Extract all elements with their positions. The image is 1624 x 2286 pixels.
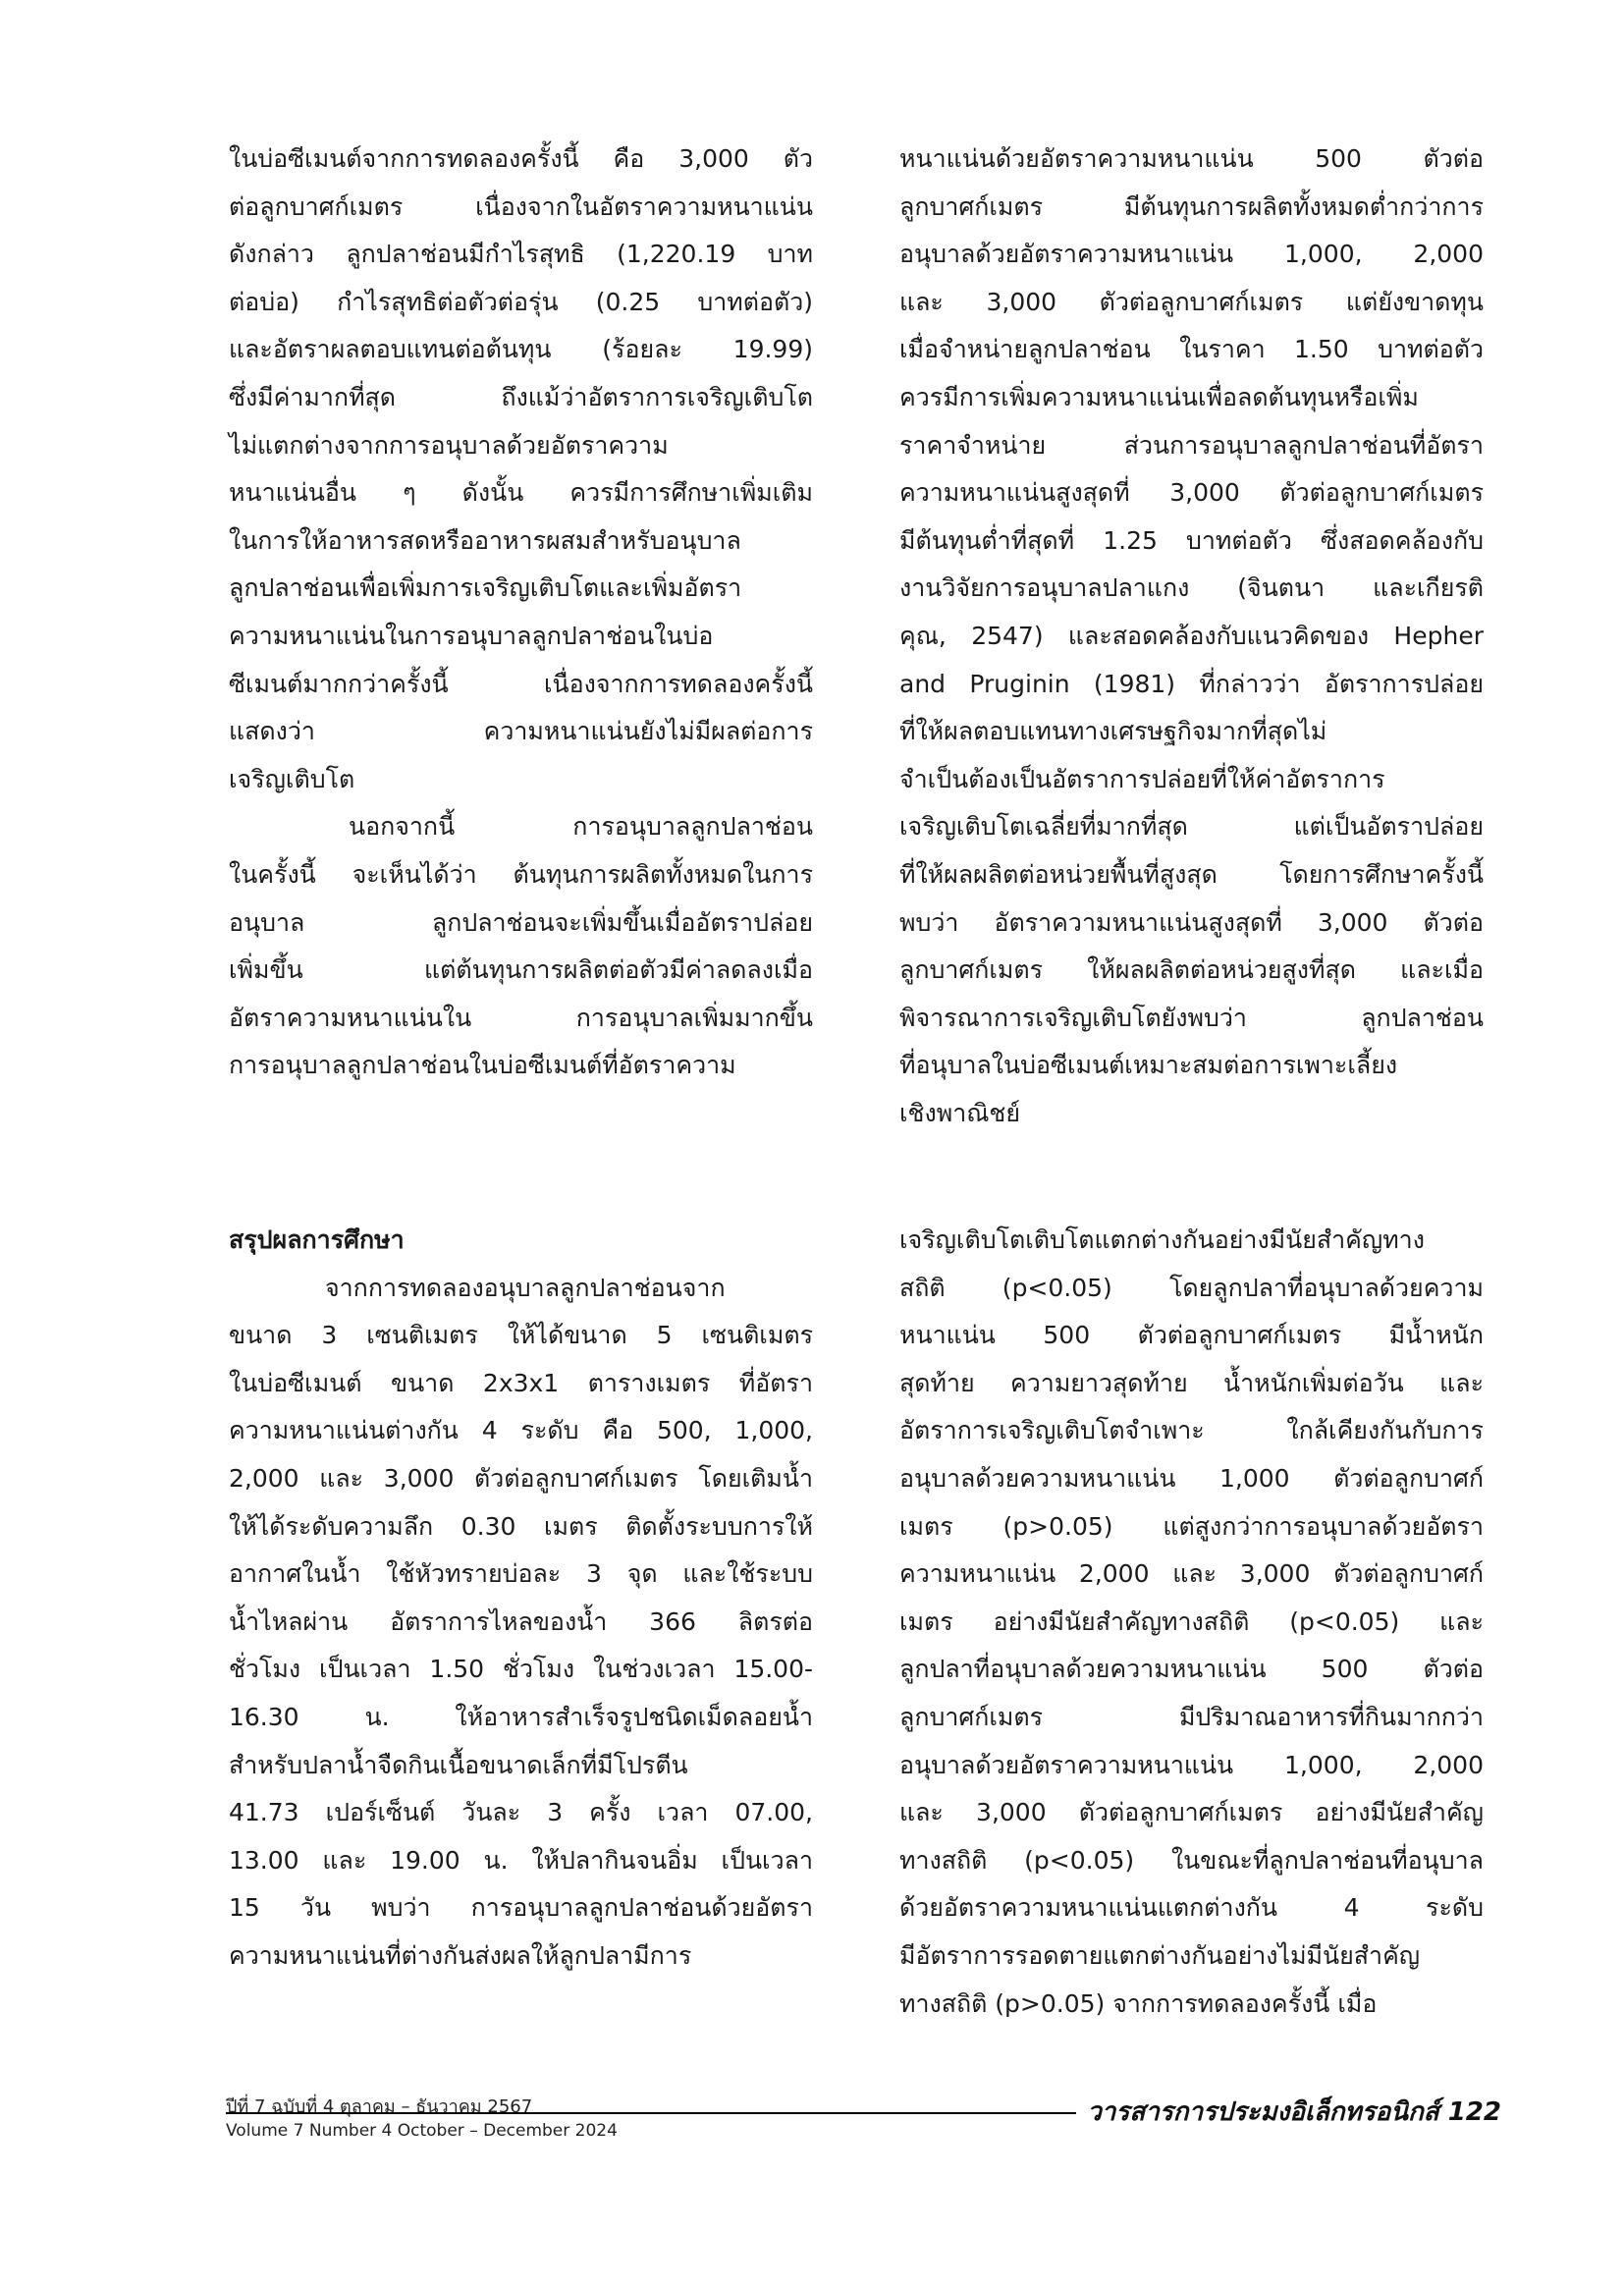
text-line: อัตราการเจริญเติบโตจำเพาะ ใกล้เคียงกันกับการ bbox=[899, 1416, 1484, 1445]
footer-journal bbox=[1087, 2092, 1501, 2132]
text-line: ที่ให้ผลตอบแทนทางเศรษฐกิจมากที่สุดไม่ bbox=[899, 717, 1327, 746]
text-line: ในบ่อซีเมนต์ ขนาด 2x3x1 ตารางเมตร ที่อัตรา bbox=[229, 1368, 813, 1397]
text-line: พิจารณาการเจริญเติบโตยังพบว่า ลูกปลาช่อน bbox=[899, 1003, 1484, 1032]
text-line: นอกจากนี้ การอนุบาลลูกปลาช่อน bbox=[349, 812, 813, 842]
text-line: หนาแน่นด้วยอัตราความหนาแน่น 500 ตัวต่อ bbox=[899, 144, 1484, 173]
text-line: ขนาด 3 เซนติเมตร ให้ได้ขนาด 5 เซนติเมตร bbox=[229, 1321, 813, 1350]
column-bottom-right bbox=[899, 1217, 1484, 2028]
text-line: อนุบาลด้วยอัตราความหนาแน่น 1,000, 2,000 bbox=[899, 240, 1484, 269]
text-line: ต่อบ่อ) กำไรสุทธิต่อตัวต่อรุ่น (0.25 บาทต่อตัว) bbox=[229, 287, 813, 316]
text-line: แสดงว่า ความหนาแน่นยังไม่มีผลต่อการ bbox=[229, 717, 813, 746]
footer-journal-name: วารสารการประมงอิเล็กทรอนิกส์ bbox=[1087, 2097, 1439, 2127]
column-top-right bbox=[899, 136, 1484, 1137]
text-line: และ 3,000 ตัวต่อลูกบาศก์เมตร แต่ยังขาดทุน bbox=[899, 287, 1484, 316]
text-line: เมตร (p>0.05) แต่สูงกว่าการอนุบาลด้วยอัตรา bbox=[899, 1511, 1484, 1541]
text-line: เชิงพาณิชย์ bbox=[899, 1098, 1021, 1127]
footer-issue-english: Volume 7 Number 4 October – December 2024 bbox=[226, 2121, 618, 2141]
text-line: ในการให้อาหารสดหรืออาหารผสมสำหรับอนุบาล bbox=[229, 525, 741, 555]
text-line: มีต้นทุนต่ำที่สุดที่ 1.25 บาทต่อตัว ซึ่งสอดคล้องกับ bbox=[899, 525, 1484, 555]
text-line: อัตราความหนาแน่นใน การอนุบาลเพิ่มมากขึ้น bbox=[229, 1003, 813, 1032]
text-line: เจริญเติบโตเติบโตแตกต่างกันอย่างมีนัยสำคัญทาง bbox=[899, 1225, 1425, 1254]
text-line: เจริญเติบโต bbox=[229, 764, 355, 793]
text-line: อนุบาลด้วยความหนาแน่น 1,000 ตัวต่อลูกบาศก์ bbox=[899, 1463, 1484, 1493]
text-line: หนาแน่นอื่น ๆ ดังนั้น ควรมีการศึกษาเพิ่มเติม bbox=[229, 478, 813, 508]
text-line: ความหนาแน่น 2,000 และ 3,000 ตัวต่อลูกบาศก์ bbox=[899, 1559, 1484, 1589]
text-line: ด้วยอัตราความหนาแน่นแตกต่างกัน 4 ระดับ bbox=[899, 1893, 1484, 1923]
text-line: น้ำไหลผ่าน อัตราการไหลของน้ำ 366 ลิตรต่อ bbox=[229, 1606, 813, 1636]
text-line: ในบ่อซีเมนต์จากการทดลองครั้งนี้ คือ 3,000 ตัว bbox=[229, 144, 813, 173]
text-line: ซึ่งมีค่ามากที่สุด ถึงแม้ว่าอัตราการเจริญเติบโต bbox=[229, 382, 813, 411]
text-line: สุดท้าย ความยาวสุดท้าย น้ำหนักเพิ่มต่อวัน และ bbox=[899, 1368, 1484, 1397]
text-line: สำหรับปลาน้ำจืดกินเนื้อขนาดเล็กที่มีโปรตีน bbox=[229, 1750, 688, 1779]
footer-issue-thai: ปีที่ 7 ฉบับที่ 4 ตุลาคม – ธันวาคม 2567 bbox=[226, 2096, 533, 2117]
text-line: อากาศในน้ำ ใช้หัวทรายบ่อละ 3 จุด และใช้ระบบ bbox=[229, 1559, 813, 1589]
text-line: 16.30 น. ให้อาหารสำเร็จรูปชนิดเม็ดลอยน้ำ bbox=[229, 1702, 813, 1731]
text-line: ควรมีการเพิ่มความหนาแน่นเพื่อลดต้นทุนหรือเพิ่ม bbox=[899, 382, 1419, 411]
text-line: และอัตราผลตอบแทนต่อต้นทุน (ร้อยละ 19.99) bbox=[229, 335, 813, 364]
text-line: หนาแน่น 500 ตัวต่อลูกบาศก์เมตร มีน้ำหนัก bbox=[899, 1321, 1484, 1350]
text-line: ลูกปลาที่อนุบาลด้วยความหนาแน่น 500 ตัวต่อ bbox=[899, 1655, 1484, 1684]
text-line: ความหนาแน่นต่างกัน 4 ระดับ คือ 500, 1,000, bbox=[229, 1416, 813, 1445]
text-line: งานวิจัยการอนุบาลปลาแกง (จินตนา และเกียรติ bbox=[899, 573, 1484, 603]
text-line: คุณ, 2547) และสอดคล้องกับแนวคิดของ Hepher bbox=[899, 621, 1484, 650]
text-line: ดังกล่าว ลูกปลาช่อนมีกำไรสุทธิ (1,220.19 บาท bbox=[229, 240, 813, 269]
text-line: ไม่แตกต่างจากการอนุบาลด้วยอัตราความ bbox=[229, 430, 669, 460]
text-line: ความหนาแน่นในการอนุบาลลูกปลาช่อนในบ่อ bbox=[229, 621, 714, 650]
footer-divider bbox=[226, 2112, 1076, 2114]
text-line: จำเป็นต้องเป็นอัตราการปล่อยที่ให้ค่าอัตราการ bbox=[899, 764, 1385, 793]
text-line: อนุบาลด้วยอัตราความหนาแน่น 1,000, 2,000 bbox=[899, 1750, 1484, 1779]
text-line: ทางสถิติ (p<0.05) ในขณะที่ลูกปลาช่อนที่อนุบาล bbox=[899, 1845, 1484, 1875]
column-top-left bbox=[229, 136, 813, 1090]
text-line: and Pruginin (1981) ที่กล่าวว่า อัตราการปล่อย bbox=[899, 669, 1484, 698]
text-line: 13.00 และ 19.00 น. ให้ปลากินจนอิ่ม เป็นเวลา bbox=[229, 1845, 813, 1875]
text-line: มีอัตราการรอดตายแตกต่างกันอย่างไม่มีนัยสำคัญ bbox=[899, 1940, 1421, 1970]
text-line: ราคาจำหน่าย ส่วนการอนุบาลลูกปลาช่อนที่อัตรา bbox=[899, 430, 1484, 460]
section-heading-conclusion: สรุปผลการศึกษา bbox=[229, 1225, 405, 1254]
text-line: ลูกปลาช่อนเพื่อเพิ่มการเจริญเติบโตและเพิ่มอัตรา bbox=[229, 573, 742, 603]
text-line: ความหนาแน่นที่ต่างกันส่งผลให้ลูกปลามีการ bbox=[229, 1940, 692, 1970]
text-line: เมื่อจำหน่ายลูกปลาช่อน ในราคา 1.50 บาทต่อตัว bbox=[899, 335, 1484, 364]
text-line: 15 วัน พบว่า การอนุบาลลูกปลาช่อนด้วยอัตรา bbox=[229, 1893, 813, 1923]
text-line: ในครั้งนี้ จะเห็นได้ว่า ต้นทุนการผลิตทั้งหมดในการ bbox=[229, 859, 813, 889]
text-line: ลูกบาศก์เมตร มีปริมาณอาหารที่กินมากกว่า bbox=[899, 1702, 1484, 1731]
text-line: ให้ได้ระดับความลึก 0.30 เมตร ติดตั้งระบบการให้ bbox=[229, 1511, 813, 1541]
text-line: ความหนาแน่นสูงสุดที่ 3,000 ตัวต่อลูกบาศก์เมตร bbox=[899, 478, 1484, 508]
text-line: 2,000 และ 3,000 ตัวต่อลูกบาศก์เมตร โดยเติมน้ำ bbox=[229, 1463, 813, 1493]
text-line: สถิติ (p<0.05) โดยลูกปลาที่อนุบาลด้วยความ bbox=[899, 1273, 1484, 1302]
text-line: และ 3,000 ตัวต่อลูกบาศก์เมตร อย่างมีนัยสำคัญ bbox=[899, 1798, 1484, 1827]
text-line: ลูกบาศก์เมตร มีต้นทุนการผลิตทั้งหมดต่ำกว่าการ bbox=[899, 191, 1484, 221]
text-line: ชั่วโมง เป็นเวลา 1.50 ชั่วโมง ในช่วงเวลา 15.00- bbox=[229, 1655, 813, 1684]
text-line: จากการทดลองอนุบาลลูกปลาช่อนจาก bbox=[325, 1273, 726, 1302]
text-line: ต่อลูกบาศก์เมตร เนื่องจากในอัตราความหนาแน่น bbox=[229, 191, 813, 221]
text-line: 41.73 เปอร์เซ็นต์ วันละ 3 ครั้ง เวลา 07.00, bbox=[229, 1798, 813, 1827]
text-line: ทางสถิติ (p>0.05) จากการทดลองครั้งนี้ เมื่อ bbox=[899, 1988, 1378, 2018]
text-line: อนุบาล ลูกปลาช่อนจะเพิ่มขึ้นเมื่ออัตราปล่อย bbox=[229, 907, 813, 937]
text-line: พบว่า อัตราความหนาแน่นสูงสุดที่ 3,000 ตัวต่อ bbox=[899, 907, 1484, 937]
text-line: การอนุบาลลูกปลาช่อนในบ่อซีเมนต์ที่อัตราความ bbox=[229, 1051, 736, 1080]
text-line: ลูกบาศก์เมตร ให้ผลผลิตต่อหน่วยสูงที่สุด และเมื่อ bbox=[899, 955, 1484, 985]
footer-page-number: 122 bbox=[1447, 2097, 1501, 2127]
column-bottom-left bbox=[229, 1217, 813, 1981]
text-line: ที่อนุบาลในบ่อซีเมนต์เหมาะสมต่อการเพาะเลี้ยง bbox=[899, 1051, 1398, 1080]
text-line: ซีเมนต์มากกว่าครั้งนี้ เนื่องจากการทดลองครั้งนี้ bbox=[229, 669, 813, 698]
text-line: เพิ่มขึ้น แต่ต้นทุนการผลิตต่อตัวมีค่าลดลงเมื่อ bbox=[229, 955, 813, 985]
text-line: เมตร อย่างมีนัยสำคัญทางสถิติ (p<0.05) และ bbox=[899, 1606, 1484, 1636]
text-line: ที่ให้ผลผลิตต่อหน่วยพื้นที่สูงสุด โดยการศึกษาครั้งนี้ bbox=[899, 859, 1484, 889]
text-line: เจริญเติบโตเฉลี่ยที่มากที่สุด แต่เป็นอัตราปล่อย bbox=[899, 812, 1484, 842]
